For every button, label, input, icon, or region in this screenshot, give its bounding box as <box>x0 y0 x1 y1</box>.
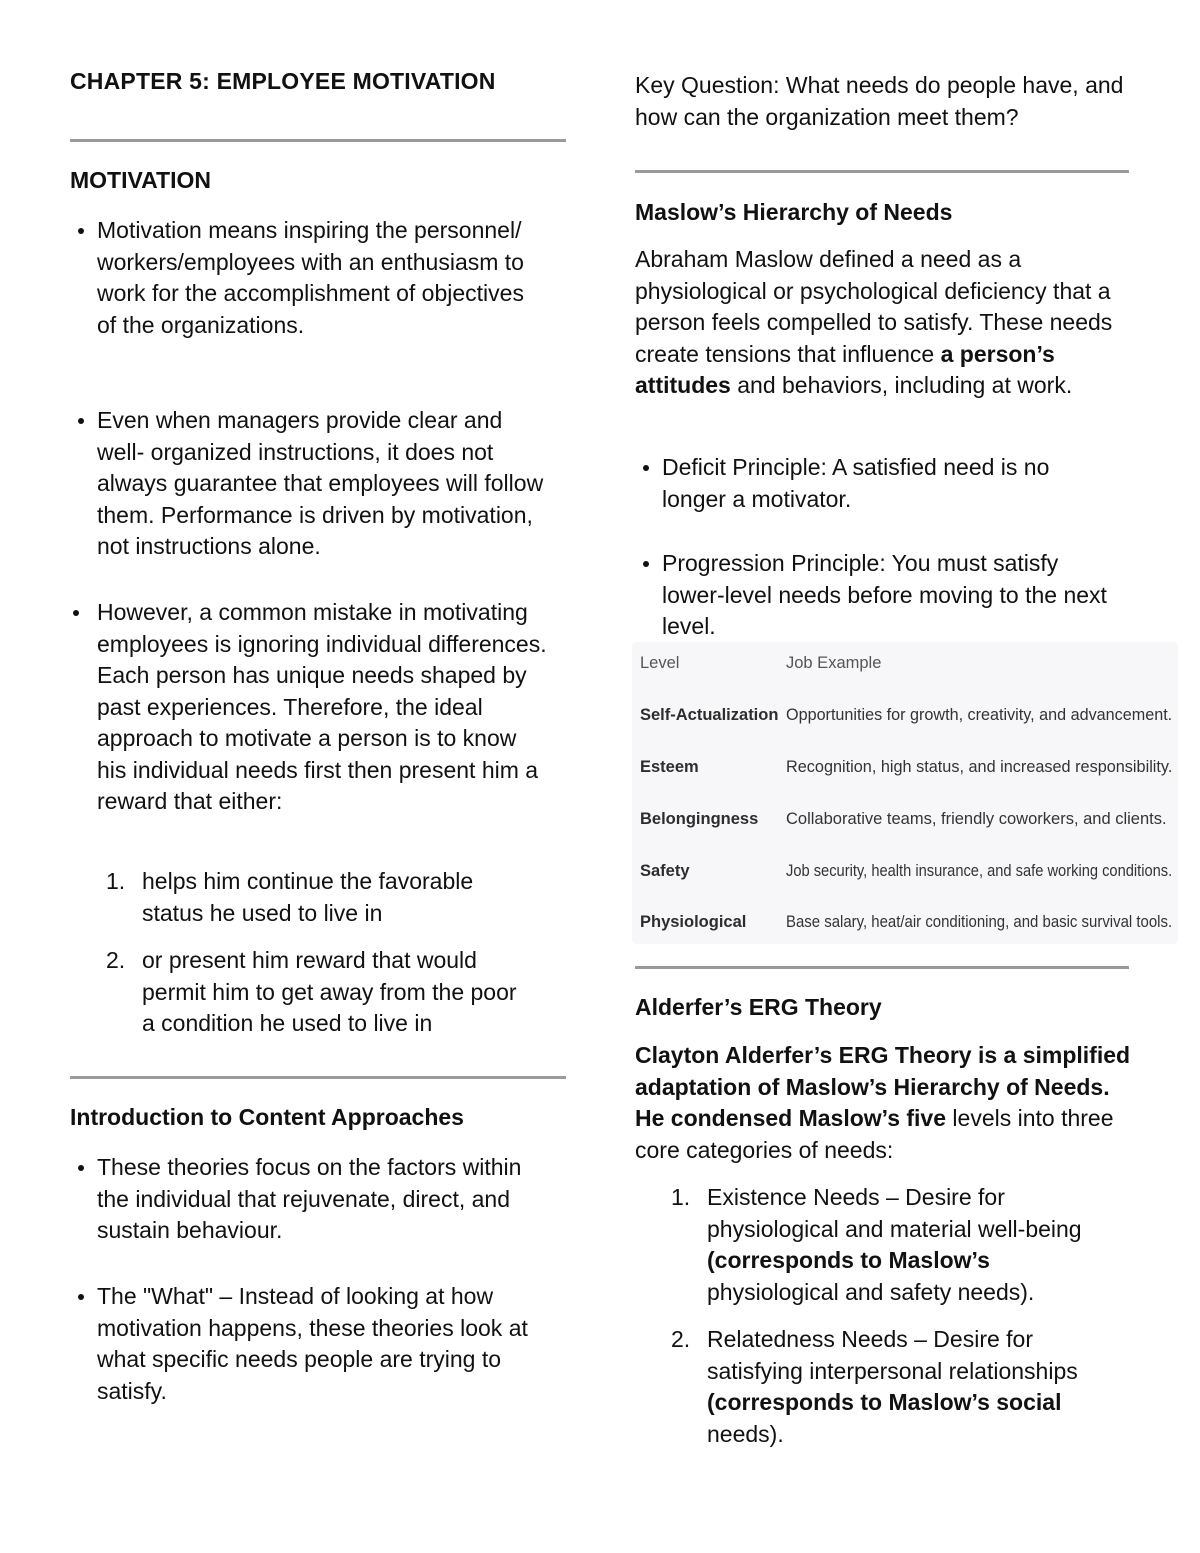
bullet-icon <box>78 418 84 424</box>
motivation-bullets <box>70 405 548 563</box>
list-item: However, a common mistake in motivating employees is ignoring individual differences. Each person has unique needs shaped by past experiences. Therefore, the ideal approach to motivate a person is to know his individual needs first then present him a reward that either: <box>70 597 548 818</box>
table-cell-example: Recognition, high status, and increased responsibility. <box>786 758 1173 776</box>
list-item: Even when managers provide clear and well- organized instructions, it does not always guarantee that employees will follow them. Performance is driven by motivation, not instructions alone. <box>70 405 548 563</box>
numbered-item: 1. Existence Needs – Desire for physiological and material well-being (corresponds to Maslow’s physiological and safety needs). <box>671 1184 1082 1305</box>
erg-needs-list <box>635 1182 1125 1308</box>
bullet-icon <box>643 465 649 471</box>
table-cell-level: Esteem <box>640 758 699 776</box>
table-cell-level: Safety <box>640 862 690 880</box>
divider <box>70 1076 566 1079</box>
numbered-item: 1. helps him continue the favorable status he used to live in <box>106 868 474 926</box>
numbered-item: 2. Relatedness Needs – Desire for satisfying interpersonal relationships (corresponds to Maslow’s social needs). <box>671 1326 1078 1447</box>
list-item: Progression Principle: You must satisfy lower-level needs before moving to the next level. <box>635 548 1113 643</box>
bullet-icon <box>643 561 649 567</box>
maslow-principles <box>635 452 1113 515</box>
list-item: The "What" – Instead of looking at how motivation happens, these theories look at what specific needs people are trying to satisfy. <box>70 1281 555 1407</box>
erg-needs-list <box>635 1324 1125 1450</box>
numbered-item: 2. or present him reward that would permit him to get away from the poor a condition he used to live in <box>106 947 517 1036</box>
divider <box>70 139 566 142</box>
list-item: Motivation means inspiring the personnel/ workers/employees with an enthusiasm to work for the accomplishment of objectives of the organizations. <box>70 215 548 341</box>
section-heading-content-approaches: Introduction to Content Approaches <box>70 1104 464 1130</box>
maslow-principles <box>635 548 1113 643</box>
content-approaches-bullets <box>70 1281 555 1407</box>
divider <box>635 170 1129 173</box>
section-heading-erg: Alderfer’s ERG Theory <box>635 994 882 1020</box>
key-question: Key Question: What needs do people have, and how can the organization meet them? <box>635 72 1124 130</box>
table-header-level: Level <box>640 654 680 672</box>
table-cell-example: Job security, health insurance, and safe working conditions. <box>786 862 1173 880</box>
reward-options-list <box>70 945 530 1040</box>
list-item: Deficit Principle: A satisfied need is no longer a motivator. <box>635 452 1113 515</box>
chapter-title: CHAPTER 5: EMPLOYEE MOTIVATION <box>70 68 496 94</box>
bullet-icon <box>78 1165 84 1171</box>
table-cell-example: Base salary, heat/air conditioning, and basic survival tools. <box>786 913 1173 931</box>
table-cell-example: Opportunities for growth, creativity, and advancement. <box>786 706 1173 724</box>
table-cell-level: Self-Actualization <box>640 706 779 724</box>
maslow-paragraph: Abraham Maslow defined a need as a physiological or psychological deficiency that a person feels compelled to satisfy. These needs create tensions that influence a person’s attitudes and behaviors, including at work. <box>635 246 1113 398</box>
divider <box>635 966 1129 969</box>
bullet-icon <box>73 610 79 616</box>
section-heading-maslow: Maslow’s Hierarchy of Needs <box>635 199 953 225</box>
maslow-needs-table <box>632 642 1178 944</box>
table-cell-example: Collaborative teams, friendly coworkers, and clients. <box>786 810 1167 828</box>
list-item: These theories focus on the factors within the individual that rejuvenate, direct, and sustain behaviour. <box>70 1152 548 1247</box>
section-heading-motivation: MOTIVATION <box>70 167 211 193</box>
table-header-job-example: Job Example <box>786 654 882 672</box>
motivation-bullets <box>70 597 548 818</box>
table-cell-level: Belongingness <box>640 810 759 828</box>
erg-intro: Clayton Alderfer’s ERG Theory is a simplified adaptation of Maslow’s Hierarchy of Needs. He condensed Maslow’s five levels into three core categories of needs: <box>635 1042 1131 1163</box>
table-cell-level: Physiological <box>640 913 747 931</box>
content-approaches-bullets <box>70 1152 548 1247</box>
reward-options-list <box>70 866 530 929</box>
motivation-bullets <box>70 215 548 341</box>
bullet-icon <box>78 1294 84 1300</box>
bullet-icon <box>78 228 84 234</box>
